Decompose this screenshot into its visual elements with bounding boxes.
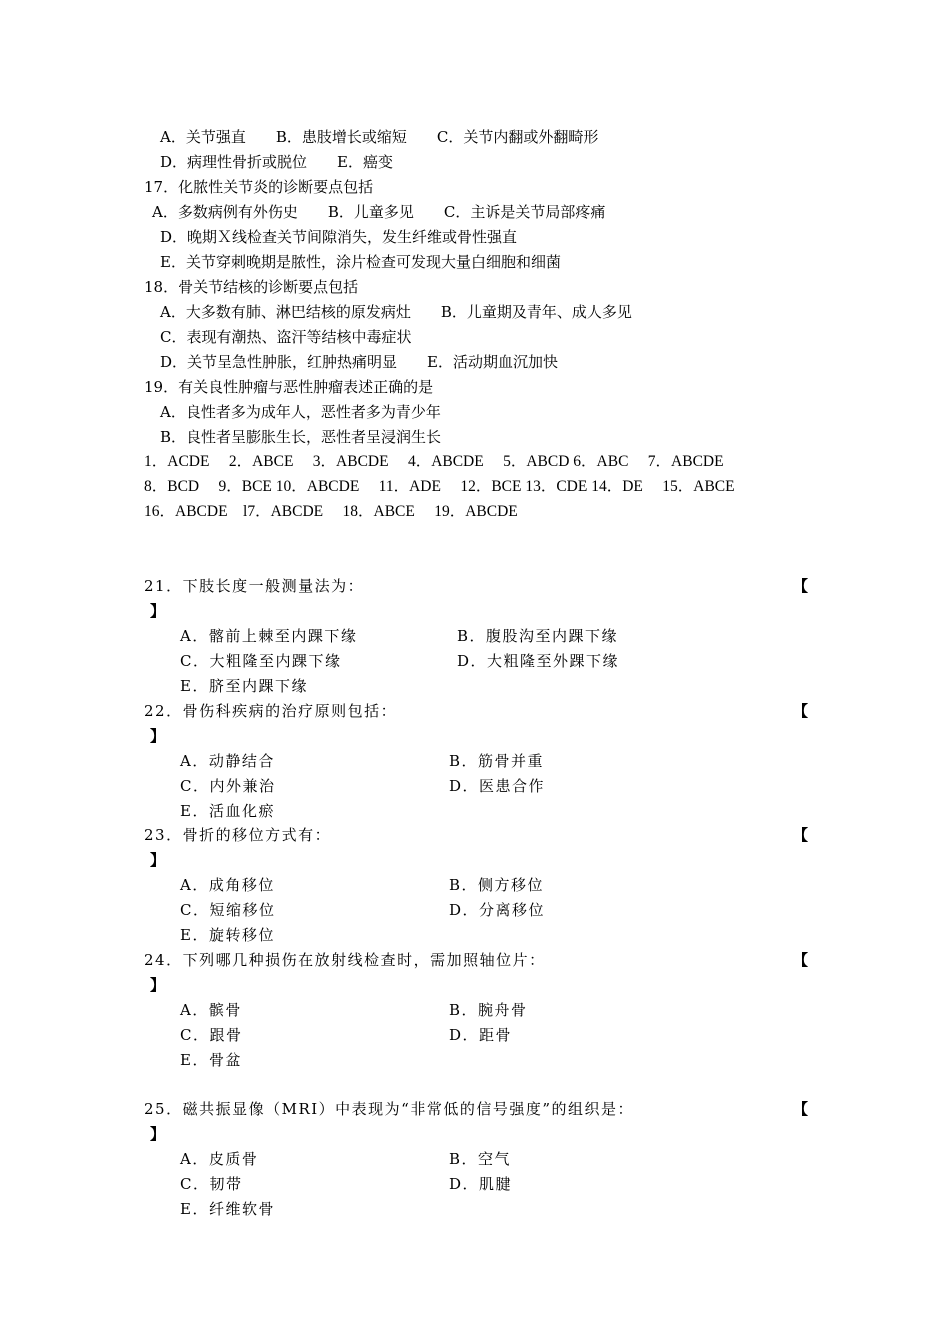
answer-key-line3: 16．ABCDE l7．ABCDE 18．ABCE 19．ABCDE [144,503,518,520]
q19-options-line2: B．良性者呈膨胀生长，恶性者呈浸润生长 [160,428,442,446]
q25-answer-bracket-open: 【 [793,1100,809,1118]
q18-stem: 18．骨关节结核的诊断要点包括 [144,278,359,296]
q24-option-b: B．腕舟骨 [449,1001,528,1019]
q22-answer-bracket-close: 】 [150,727,166,745]
q19-stem: 19．有关良性肿瘤与恶性肿瘤表述正确的是 [144,378,434,396]
q23-answer-bracket-close: 】 [150,851,166,869]
q25-option-a: A．皮质骨 [180,1150,259,1168]
q25-answer-bracket-close: 】 [150,1125,166,1143]
q17-stem: 17．化脓性关节炎的诊断要点包括 [144,178,374,196]
q24-stem: 24．下列哪几种损伤在放射线检查时，需加照轴位片： [144,951,546,969]
q17-options-line2: D．晚期Ｘ线检查关节间隙消失，发生纤维或骨性强直 [160,228,518,246]
q21-stem: 21．下肢长度一般测量法为： [144,577,365,595]
q21-answer-bracket-open: 【 [793,577,809,595]
q22-option-e: E．活血化瘀 [180,802,275,820]
q19-options-line1: A．良性者多为成年人，恶性者多为青少年 [160,403,441,421]
q23-option-d: D．分离移位 [449,901,546,919]
q21-option-c: C．大粗隆至内踝下缘 [180,652,342,670]
q22-option-b: B．筋骨并重 [449,752,545,770]
q23-option-e: E．旋转移位 [180,926,275,944]
q23-option-b: B．侧方移位 [449,876,545,894]
q18-options-line3: D．关节呈急性肿胀，红肿热痛明显 E．活动期血沉加快 [160,353,558,371]
q25-option-b: B．空气 [449,1150,512,1168]
q22-option-d: D．医患合作 [449,777,546,795]
q18-options-line2: C．表现有潮热、盗汗等结核中毒症状 [160,328,412,346]
q21-option-d: D．大粗隆至外踝下缘 [457,652,620,670]
answer-key-line1: 1．ACDE 2．ABCE 3．ABCDE 4．ABCDE 5．ABCD 6．ABC 7．ABCDE [144,453,724,470]
q18-options-line1: A．大多数有肺、淋巴结核的原发病灶 B．儿童期及青年、成人多见 [160,303,632,321]
q25-option-d: D．肌腱 [449,1175,513,1193]
q17-options-line1: A．多数病例有外伤史 B．儿童多见 C．主诉是关节局部疼痛 [152,203,606,221]
answer-key-line2: 8．BCD 9．BCE 10．ABCDE 11．ADE 12．BCE 13．CDE 14．DE 15．ABCE [144,478,735,495]
q24-option-d: D．距骨 [449,1026,513,1044]
q17-options-line3: E．关节穿刺晚期是脓性，涂片检查可发现大量白细胞和细菌 [160,253,561,271]
q22-option-a: A．动静结合 [180,752,275,770]
q25-option-c: C．韧带 [180,1175,243,1193]
q25-stem: 25．磁共振显像（MRI）中表现为“非常低的信号强度”的组织是： [144,1100,635,1118]
q21-option-a: A．髂前上棘至内踝下缘 [180,627,358,645]
q21-answer-bracket-close: 】 [150,602,166,620]
q23-option-a: A．成角移位 [180,876,275,894]
q23-answer-bracket-open: 【 [793,826,809,844]
q23-stem: 23．骨折的移位方式有： [144,826,332,844]
q22-option-c: C．内外兼治 [180,777,276,795]
q24-option-e: E．骨盆 [180,1051,242,1069]
q25-option-e: E．纤维软骨 [180,1200,275,1218]
q24-answer-bracket-open: 【 [793,951,809,969]
q21-option-e: E．脐至内踝下缘 [180,677,308,695]
q21-option-b: B．腹股沟至内踝下缘 [457,627,619,645]
q22-answer-bracket-open: 【 [793,702,809,720]
q24-option-c: C．跟骨 [180,1026,243,1044]
q24-answer-bracket-close: 】 [150,976,166,994]
q16-options-line1: A．关节强直 B．患肢增长或缩短 C．关节内翻或外翻畸形 [160,128,599,146]
q23-option-c: C．短缩移位 [180,901,276,919]
q24-option-a: A．髌骨 [180,1001,242,1019]
q16-options-line2: D．病理性骨折或脱位 E．癌变 [160,153,393,171]
q22-stem: 22．骨伤科疾病的治疗原则包括： [144,702,398,720]
